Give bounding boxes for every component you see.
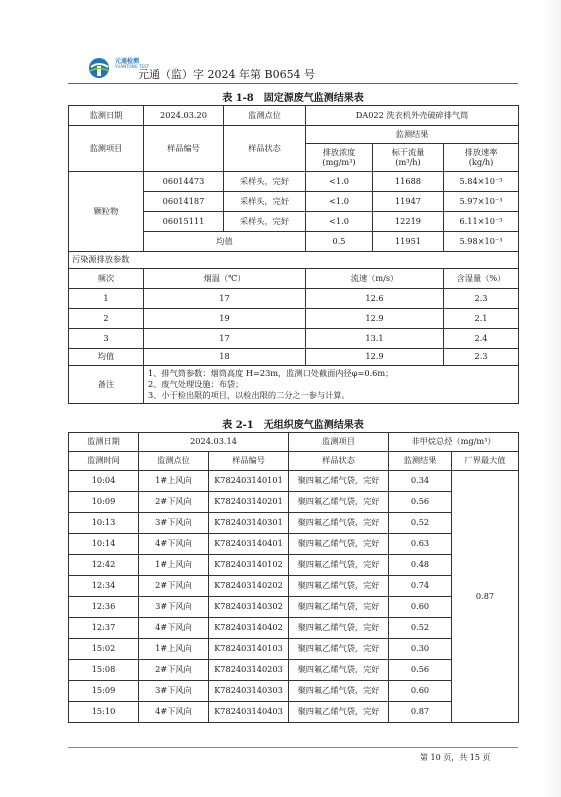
param-freq: 3	[69, 329, 144, 349]
t2-state: 聚四氟乙烯气袋，完好	[289, 471, 389, 492]
t2-header: 监测点位	[139, 452, 209, 471]
param-temp: 18	[144, 349, 306, 366]
item-value: 颗粒物	[69, 172, 144, 252]
t2-sample: K782403140303	[209, 681, 289, 702]
params-row	[69, 329, 519, 349]
sample-no: 06014473	[144, 172, 224, 192]
t2-sample: K782403140101	[209, 471, 289, 492]
t2-time: 15:02	[69, 639, 139, 660]
page-number: 第 10 页，共 15 页	[420, 753, 491, 762]
t2-header: 样品编号	[209, 452, 289, 471]
conc-value: <1.0	[306, 192, 373, 212]
table2-caption: 表 2-1 无组织废气监测结果表	[222, 420, 364, 431]
param-temp: 17	[144, 329, 306, 349]
table-row	[69, 597, 519, 618]
report-number: 元通（监）字 2024 年第 B0654 号	[138, 68, 316, 81]
t2-point: 4#下风向	[139, 702, 209, 723]
note-line: 3、小于检出限的项目，以检出限的二分之一参与计算。	[148, 390, 350, 401]
t2-point: 2#下风向	[139, 576, 209, 597]
param-header: 频次	[69, 269, 144, 289]
footer-rule	[68, 747, 518, 748]
sample-state: 采样头，完好	[224, 172, 306, 192]
table-row	[69, 492, 519, 513]
param-temp: 19	[144, 309, 306, 329]
item-label: 监测项目	[69, 126, 144, 172]
table-row	[69, 576, 519, 597]
t2-point: 2#下风向	[139, 492, 209, 513]
param-speed: 13.1	[306, 329, 444, 349]
table-row	[69, 702, 519, 723]
notes-label: 备注	[69, 366, 144, 404]
param-speed: 12.6	[306, 289, 444, 309]
conc-value: <1.0	[306, 212, 373, 232]
params-row	[69, 309, 519, 329]
t2-result: 0.63	[389, 534, 452, 555]
params-header-row	[69, 269, 519, 289]
table1-caption: 表 1-8 固定源废气监测结果表	[222, 93, 364, 104]
t2-time: 15:09	[69, 681, 139, 702]
t2-point: 3#下风向	[139, 513, 209, 534]
t2-state: 聚四氟乙烯气袋，完好	[289, 576, 389, 597]
param-moist: 2.3	[444, 289, 519, 309]
t2-sample: K782403140102	[209, 555, 289, 576]
flow-value: 12219	[373, 212, 444, 232]
t2-date-label: 监测日期	[69, 433, 139, 452]
param-temp: 17	[144, 289, 306, 309]
sample-no-label: 样品编号	[144, 126, 224, 172]
t2-result: 0.60	[389, 681, 452, 702]
table-row	[69, 534, 519, 555]
page-edge-shadow	[543, 0, 561, 797]
param-header: 流速（m/s）	[306, 269, 444, 289]
t2-state: 聚四氟乙烯气袋，完好	[289, 639, 389, 660]
avg-rate: 5.98×10⁻³	[444, 232, 519, 252]
t2-header: 监测时间	[69, 452, 139, 471]
t2-date-value: 2024.03.14	[139, 433, 289, 452]
t2-state: 聚四氟乙烯气袋，完好	[289, 681, 389, 702]
t2-point: 4#下风向	[139, 534, 209, 555]
t2-result: 0.52	[389, 513, 452, 534]
table-row	[69, 639, 519, 660]
t2-header: 监测结果	[389, 452, 452, 471]
sample-state-label: 样品状态	[224, 126, 306, 172]
t2-point: 2#下风向	[139, 660, 209, 681]
t2-state: 聚四氟乙烯气袋，完好	[289, 702, 389, 723]
t2-sample: K782403140302	[209, 597, 289, 618]
param-moist: 2.4	[444, 329, 519, 349]
t2-result: 0.56	[389, 492, 452, 513]
t2-state: 聚四氟乙烯气袋，完好	[289, 534, 389, 555]
date-value: 2024.03.20	[144, 106, 224, 126]
t2-time: 10:09	[69, 492, 139, 513]
t2-result: 0.56	[389, 660, 452, 681]
table1-fixed-source	[68, 105, 519, 404]
logo-subtext: YUANTONG TEST	[115, 64, 150, 69]
t2-point: 3#下风向	[139, 597, 209, 618]
t2-time: 12:36	[69, 597, 139, 618]
t2-time: 12:37	[69, 618, 139, 639]
conc-value: <1.0	[306, 172, 373, 192]
t2-header-row	[69, 452, 519, 471]
t2-point: 1#上风向	[139, 555, 209, 576]
avg-label: 均值	[144, 232, 306, 252]
avg-flow: 11951	[373, 232, 444, 252]
param-freq: 均值	[69, 349, 144, 366]
t2-sample: K782403140103	[209, 639, 289, 660]
sample-state: 采样头，完好	[224, 192, 306, 212]
param-freq: 1	[69, 289, 144, 309]
point-value: DA022 洗衣机外壳破碎排气筒	[306, 106, 519, 126]
param-moist: 2.3	[444, 349, 519, 366]
company-logo-icon	[88, 56, 114, 80]
note-line: 1、排气筒参数：烟筒高度 H=23m，监测口处截面内径φ=0.6m；	[148, 368, 394, 378]
t2-sample: K782403140401	[209, 534, 289, 555]
t2-sample: K782403140203	[209, 660, 289, 681]
t2-result: 0.74	[389, 576, 452, 597]
t2-point: 4#下风向	[139, 618, 209, 639]
params-row	[69, 349, 519, 366]
logo-text: 元通检测	[115, 58, 140, 65]
t2-result: 0.87	[389, 702, 452, 723]
flow-value: 11688	[373, 172, 444, 192]
table2-fugitive	[68, 432, 519, 723]
t2-point: 1#上风向	[139, 639, 209, 660]
t2-state: 聚四氟乙烯气袋，完好	[289, 492, 389, 513]
t2-time: 12:34	[69, 576, 139, 597]
col-flow-header: 标干流量 (m³/h)	[373, 144, 444, 172]
t2-point: 3#下风向	[139, 681, 209, 702]
t2-header: 样品状态	[289, 452, 389, 471]
t2-header: 厂界最大值	[452, 452, 519, 471]
header-rule	[68, 83, 518, 84]
t2-sample: K782403140201	[209, 492, 289, 513]
table-row	[69, 555, 519, 576]
t2-state: 聚四氟乙烯气袋，完好	[289, 513, 389, 534]
avg-conc: 0.5	[306, 232, 373, 252]
table-row	[69, 172, 519, 192]
t2-result: 0.52	[389, 618, 452, 639]
param-speed: 12.9	[306, 309, 444, 329]
t2-result: 0.30	[389, 639, 452, 660]
rate-value: 5.97×10⁻³	[444, 192, 519, 212]
point-label: 监测点位	[224, 106, 306, 126]
table-row	[69, 681, 519, 702]
params-row	[69, 289, 519, 309]
date-label: 监测日期	[69, 106, 144, 126]
t2-point: 1#上风向	[139, 471, 209, 492]
t2-time: 10:14	[69, 534, 139, 555]
t2-item-value: 非甲烷总烃（mg/m³）	[389, 433, 519, 452]
table-row	[69, 513, 519, 534]
t2-time: 10:13	[69, 513, 139, 534]
t2-time: 15:08	[69, 660, 139, 681]
flow-value: 11947	[373, 192, 444, 212]
t2-result: 0.60	[389, 597, 452, 618]
t2-state: 聚四氟乙烯气袋，完好	[289, 618, 389, 639]
col-rate-header: 排放速率 (kg/h)	[444, 144, 519, 172]
rate-value: 6.11×10⁻³	[444, 212, 519, 232]
t2-sample: K782403140402	[209, 618, 289, 639]
sample-no: 06014187	[144, 192, 224, 212]
notes	[144, 366, 519, 404]
sample-state: 采样头，完好	[224, 212, 306, 232]
sample-no: 06015111	[144, 212, 224, 232]
t2-state: 聚四氟乙烯气袋，完好	[289, 660, 389, 681]
t2-time: 12:42	[69, 555, 139, 576]
t2-result: 0.48	[389, 555, 452, 576]
results-label: 监测结果	[306, 126, 519, 144]
t2-time: 15:10	[69, 702, 139, 723]
table-row	[69, 660, 519, 681]
t2-state: 聚四氟乙烯气袋，完好	[289, 555, 389, 576]
param-moist: 2.1	[444, 309, 519, 329]
report-header	[88, 56, 428, 80]
t2-time: 10:04	[69, 471, 139, 492]
t2-item-label: 监测项目	[289, 433, 389, 452]
param-speed: 12.9	[306, 349, 444, 366]
param-header: 烟温（℃）	[144, 269, 306, 289]
table-row	[69, 471, 519, 492]
param-header: 含湿量（%）	[444, 269, 519, 289]
note-line: 2、废气处理设施：布袋；	[148, 379, 244, 390]
t2-result: 0.34	[389, 471, 452, 492]
t2-state: 聚四氟乙烯气袋，完好	[289, 597, 389, 618]
param-freq: 2	[69, 309, 144, 329]
table-row	[69, 618, 519, 639]
rate-value: 5.84×10⁻³	[444, 172, 519, 192]
t2-sample: K782403140301	[209, 513, 289, 534]
t2-sample: K782403140403	[209, 702, 289, 723]
t2-max-value: 0.87	[452, 471, 519, 723]
col-conc-header: 排放浓度 (mg/m³)	[306, 144, 373, 172]
t2-sample: K782403140202	[209, 576, 289, 597]
source-params-label: 污染源排放参数	[69, 252, 519, 269]
